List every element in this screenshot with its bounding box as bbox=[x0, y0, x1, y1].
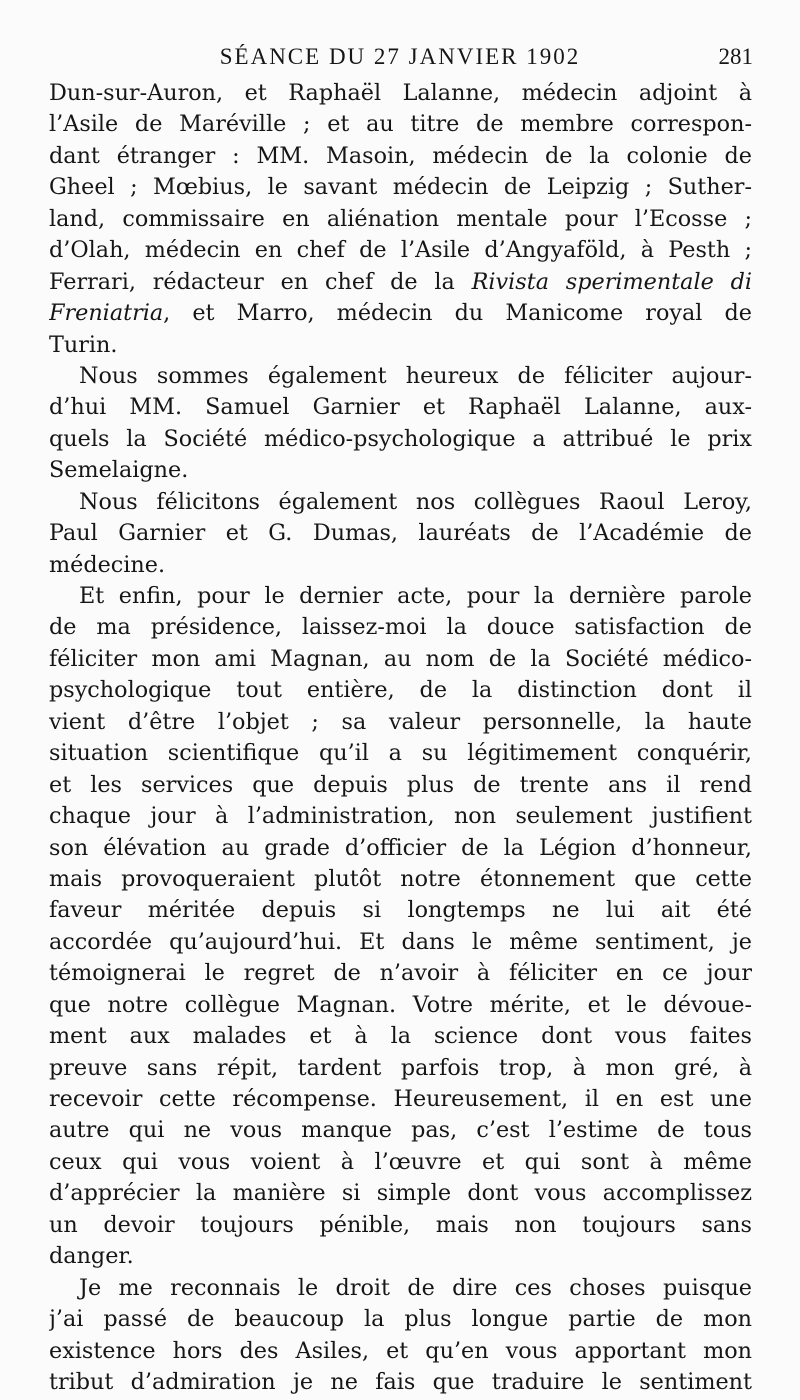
text-line: tribut d’admiration je ne fais que traduire le sentiment bbox=[49, 1368, 752, 1395]
journal-title-part2: Freniatria bbox=[49, 300, 164, 327]
text-line: mais provoqueraient plutôt notre étonnement que cette bbox=[49, 865, 752, 892]
text-line: existence hors des Asiles, et qu’en vous apportant mon bbox=[49, 1337, 752, 1364]
text-line bbox=[49, 267, 752, 298]
text-line: land, commissaire en aliénation mentale pour l’Ecosse ; bbox=[49, 205, 752, 232]
text-line: autre qui ne vous manque pas, c’est l’estime de tous bbox=[49, 1117, 752, 1144]
text-line: ceux qui vous voient à l’œuvre et qui sont à même bbox=[49, 1148, 752, 1175]
text-line: Dun-sur-Auron, et Raphaël Lalanne, médecin adjoint à bbox=[49, 80, 752, 106]
text-line: accordée qu’aujourd’hui. Et dans le même sentiment, je bbox=[49, 928, 752, 955]
text-line: l’Asile de Maréville ; et au titre de membre correspon- bbox=[49, 111, 752, 138]
text-run: Ferrari, rédacteur en chef de la bbox=[49, 268, 472, 295]
text-run: , et Marro, médecin du Manicome royal de bbox=[163, 300, 752, 327]
running-title: SÉANCE DU 27 JANVIER 1902 bbox=[219, 44, 581, 69]
text-line: son élévation au grade d’officier de la Légion d’honneur, bbox=[49, 834, 752, 861]
text-line: preuve sans répit, tardent parfois trop, à mon gré, à bbox=[49, 1054, 752, 1081]
text-line: médecine. bbox=[49, 551, 166, 578]
text-line: que notre collègue Magnan. Votre mérite, et le dévoue- bbox=[49, 991, 752, 1018]
text-line: Gheel ; Mœbius, le savant médecin de Leipzig ; Suther- bbox=[49, 174, 752, 201]
journal-title-part1: Rivista sperimentale di bbox=[471, 268, 752, 295]
text-line: danger. bbox=[49, 1243, 134, 1270]
text-line: psychologique tout entière, de la distinction dont il bbox=[49, 677, 752, 704]
paragraph-start: Et enfin, pour le dernier acte, pour la dernière parole bbox=[79, 583, 752, 609]
text-line: témoignerai le regret de n’avoir à féliciter en ce jour bbox=[49, 960, 752, 987]
text-line: féliciter mon ami Magnan, au nom de la Société médico- bbox=[49, 645, 752, 672]
text-line: d’apprécier la manière si simple dont vous accomplissez bbox=[49, 1180, 752, 1207]
paragraph-start: Je me reconnais le droit de dire ces choses puisque bbox=[79, 1274, 752, 1301]
text-line: situation scientifique qu’il a su légitimement conquérir, bbox=[49, 740, 752, 767]
text-line: j’ai passé de beaucoup la plus longue partie de mon bbox=[49, 1306, 752, 1333]
text-line: Semelaigne. bbox=[49, 457, 189, 484]
text-line: d’Olah, médecin en chef de l’Asile d’Angyaföld, à Pesth ; bbox=[49, 237, 752, 264]
text-line bbox=[49, 298, 752, 329]
text-line: Paul Garnier et G. Dumas, lauréats de l’Académie de bbox=[49, 520, 752, 547]
text-line: quels la Société médico-psychologique a attribué le prix bbox=[49, 425, 752, 452]
text-line: Turin. bbox=[49, 331, 118, 358]
running-head bbox=[47, 38, 753, 76]
text-line: et les services que depuis plus de trente ans il rend bbox=[49, 771, 752, 798]
paragraph-start: Nous félicitons également nos collègues Raoul Leroy, bbox=[79, 488, 752, 515]
text-line: ment aux malades et à la science dont vous faites bbox=[49, 1023, 752, 1050]
text-line: de ma présidence, laissez-moi la douce satisfaction de bbox=[49, 614, 752, 641]
text-line: chaque jour à l’administration, non seulement justifient bbox=[49, 803, 752, 830]
text-line: d’hui MM. Samuel Garnier et Raphaël Lalanne, aux- bbox=[49, 394, 752, 421]
text-line: recevoir cette récompense. Heureusement, il en est une bbox=[49, 1086, 752, 1112]
text-line: vient d’être l’objet ; sa valeur personnelle, la haute bbox=[49, 708, 752, 735]
page-number: 281 bbox=[718, 44, 753, 69]
body-text bbox=[49, 78, 752, 1398]
text-line: un devoir toujours pénible, mais non toujours sans bbox=[49, 1211, 752, 1238]
paragraph-start: Nous sommes également heureux de féliciter aujour- bbox=[79, 362, 752, 389]
text-line: dant étranger : MM. Masoin, médecin de la colonie de bbox=[49, 142, 752, 169]
text-line: faveur méritée depuis si longtemps ne lui ait été bbox=[49, 897, 752, 924]
